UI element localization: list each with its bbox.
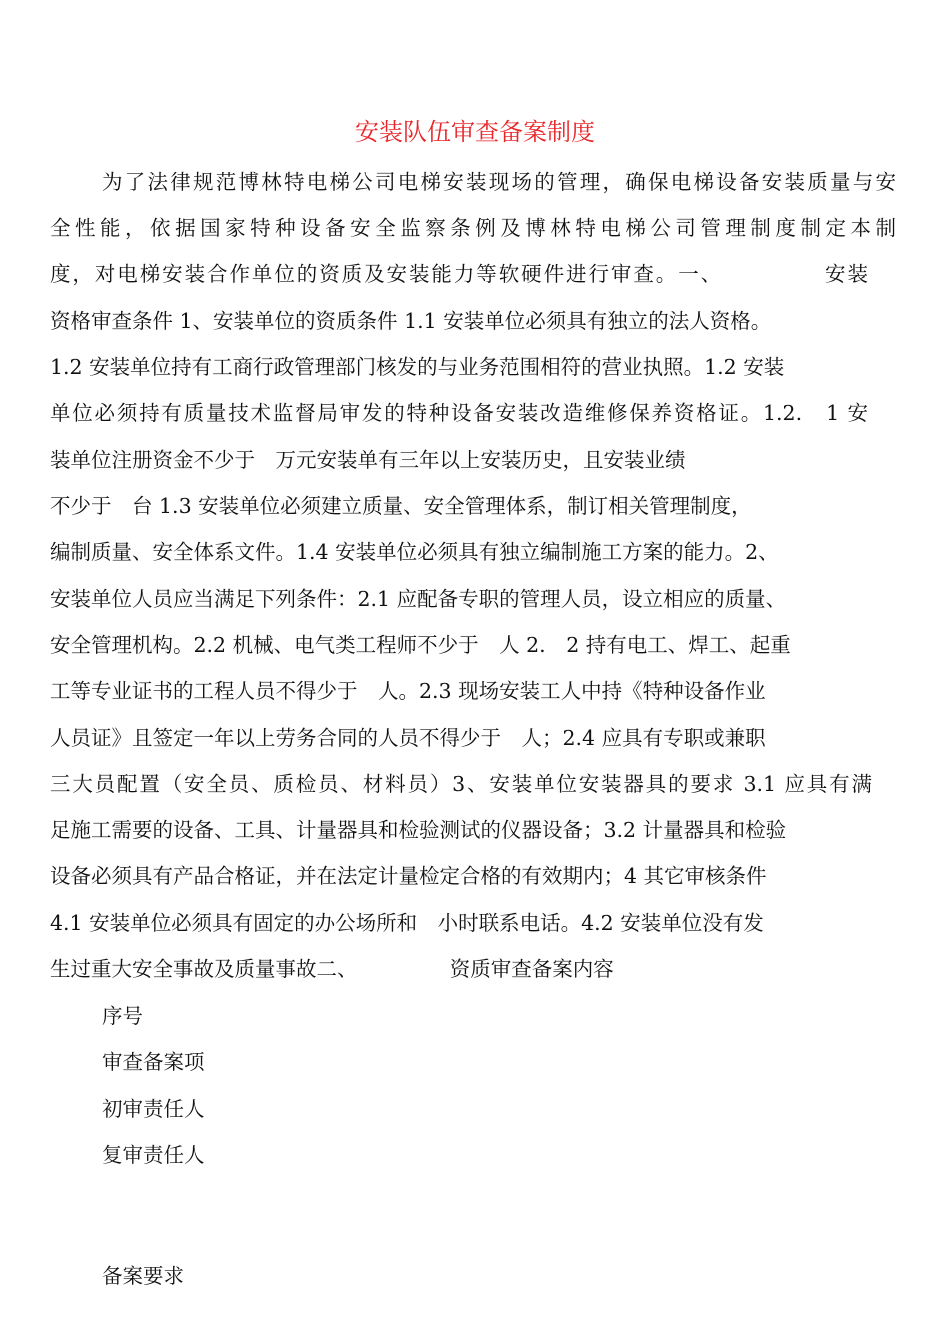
paragraph-line: 设备必须具有产品合格证，并在法定计量检定合格的有效期内；4 其它审核条件 — [50, 864, 767, 888]
document-title: 安装队伍审查备案制度 — [355, 118, 595, 146]
table-header-second-reviewer: 复审责任人 — [102, 1143, 205, 1167]
paragraph-line: 全性能，依据国家特种设备安全监察条例及博林特电梯公司管理制度制定本制 — [50, 216, 896, 240]
paragraph-line: 安装单位人员应当满足下列条件：2.1 应配备专职的管理人员，设立相应的质量、 — [50, 587, 787, 611]
paragraph-line: 单位必须持有质量技术监督局审发的特种设备安装改造维修保养资格证。1.2. 1 安 — [50, 401, 868, 425]
table-header-requirements: 备案要求 — [102, 1264, 184, 1288]
table-header-index: 序号 — [102, 1004, 143, 1028]
paragraph-line: 足施工需要的设备、工具、计量器具和检验测试的仪器设备；3.2 计量器具和检验 — [50, 818, 787, 842]
paragraph-line: 不少于 台 1.3 安装单位必须建立质量、安全管理体系，制订相关管理制度， — [50, 494, 752, 518]
paragraph-line: 生过重大安全事故及质量事故二、 资质审查备案内容 — [50, 957, 614, 981]
paragraph-line: 为了法律规范博林特电梯公司电梯安装现场的管理，确保电梯设备安装质量与安 — [102, 170, 896, 194]
table-header-item: 审查备案项 — [102, 1050, 205, 1074]
paragraph-line: 4.1 安装单位必须具有固定的办公场所和 小时联系电话。4.2 安装单位没有发 — [50, 911, 764, 935]
paragraph-line: 装单位注册资金不少于 万元安装单有三年以上安装历史，且安装业绩 — [50, 448, 686, 472]
paragraph-line: 安全管理机构。2.2 机械、电气类工程师不少于 人 2. 2 持有电工、焊工、起重 — [50, 633, 791, 657]
table-header-first-reviewer: 初审责任人 — [102, 1097, 205, 1121]
paragraph-line: 人员证》且签定一年以上劳务合同的人员不得少于 人；2.4 应具有专职或兼职 — [50, 726, 766, 750]
paragraph-line: 度，对电梯安装合作单位的资质及安装能力等软硬件进行审查。一、 安装 — [50, 262, 868, 286]
paragraph-line: 三大员配置（安全员、质检员、材料员）3、安装单位安装器具的要求 3.1 应具有满 — [50, 772, 872, 796]
paragraph-line: 编制质量、安全体系文件。1.4 安装单位必须具有独立编制施工方案的能力。2、 — [50, 540, 779, 564]
paragraph-line: 1.2 安装单位持有工商行政管理部门核发的与业务范围相符的营业执照。1.2 安装 — [50, 355, 785, 379]
paragraph-line: 资格审查条件 1、安装单位的资质条件 1.1 安装单位必须具有独立的法人资格。 — [50, 309, 772, 333]
paragraph-line: 工等专业证书的工程人员不得少于 人。2.3 现场安装工人中持《特种设备作业 — [50, 679, 766, 703]
